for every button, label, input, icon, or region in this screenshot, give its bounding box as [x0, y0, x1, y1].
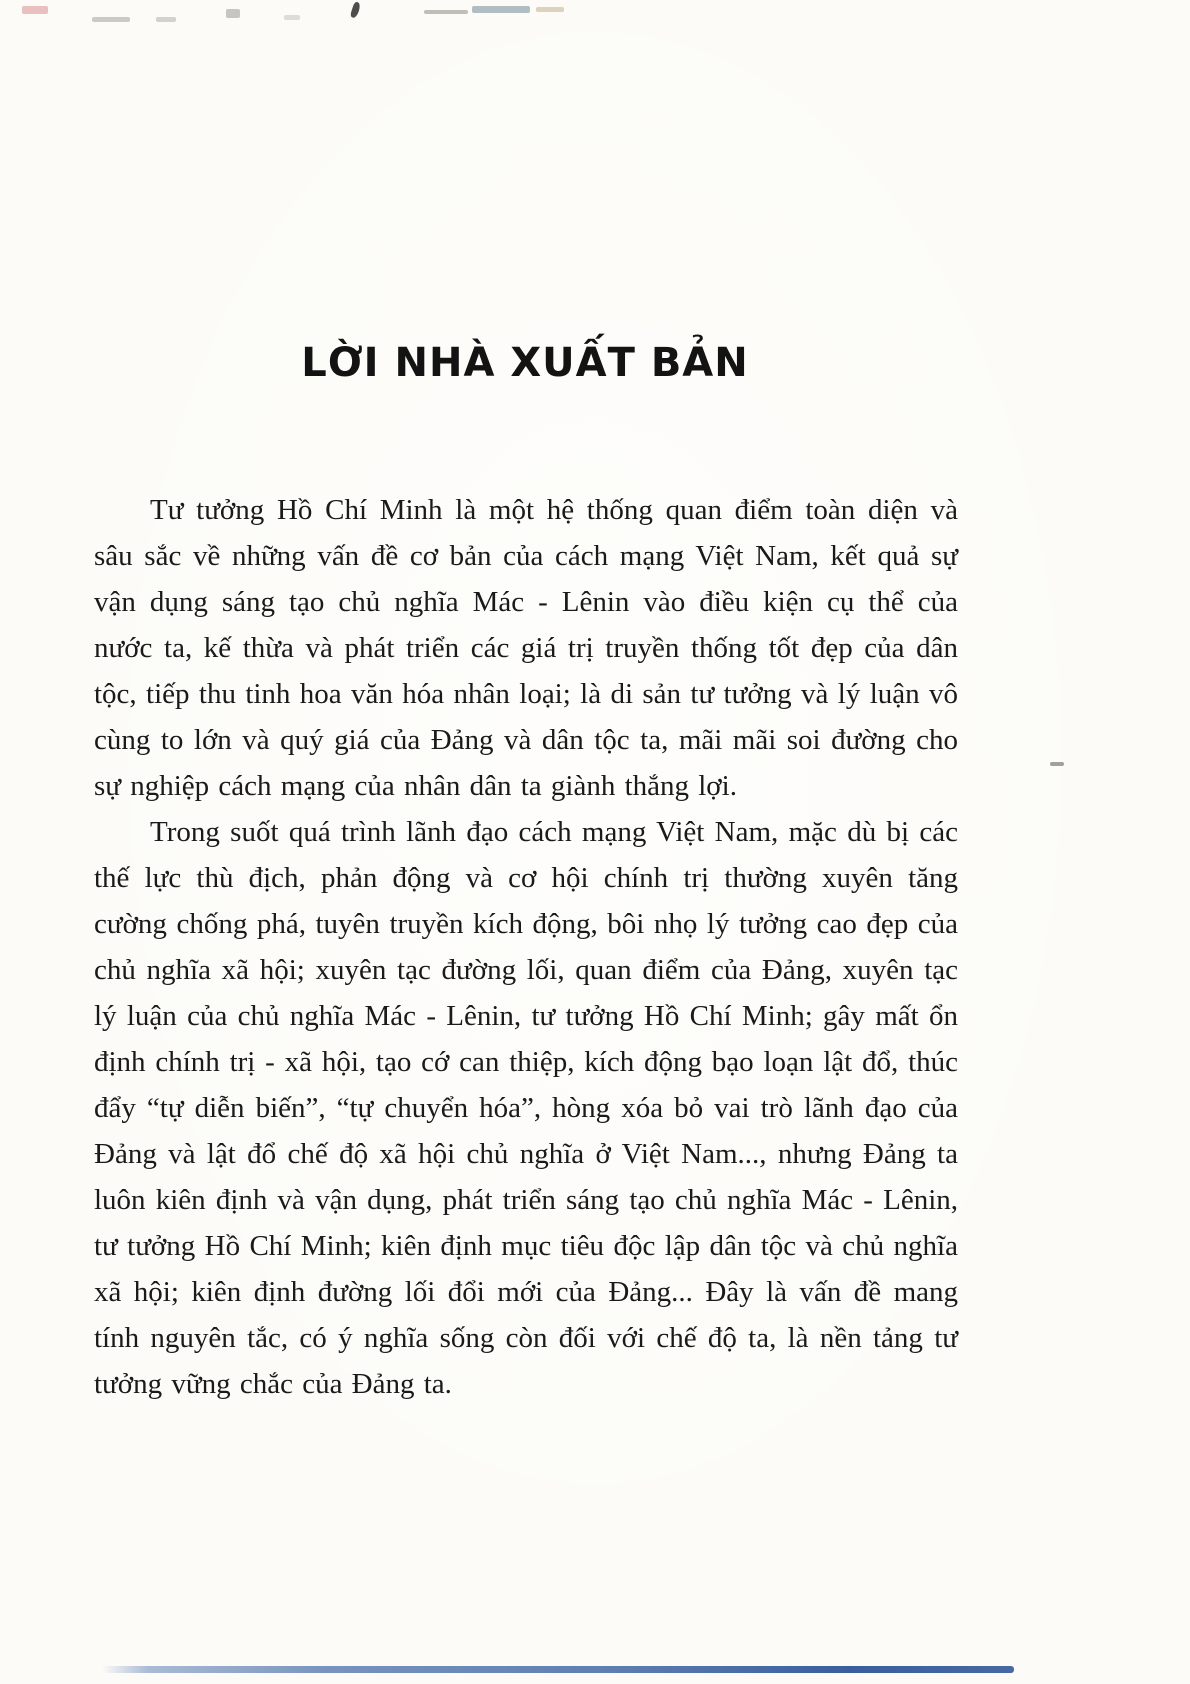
scan-artifact-pink-mark — [22, 6, 48, 14]
paragraph-1: Tư tưởng Hồ Chí Minh là một hệ thống quan điểm toàn diện và sâu sắc về những vấn đề cơ bản của cách mạng Việt Nam, kết quả sự vận dụng sáng tạo chủ nghĩa Mác - Lênin vào điều kiện cụ thể của nước ta, kế thừa và phát triển các giá trị truyền thống tốt đẹp của dân tộc, tiếp thu tinh hoa văn hóa nhân loại; là di sản tư tưởng và lý luận vô cùng to lớn và quý giá của Đảng và dân tộc ta, mãi mãi soi đường cho sự nghiệp cách mạng của nhân dân ta giành thắng lợi. — [94, 494, 958, 802]
page-title: LỜI NHÀ XUẤT BẢN — [301, 340, 749, 386]
scan-artifact-bottom-blue-line — [102, 1666, 1014, 1673]
body-text — [94, 487, 958, 1407]
scan-artifact-blue-dash — [472, 6, 530, 13]
scan-artifact-gray-dash — [284, 15, 300, 20]
scan-artifact-margin-hyphen — [1050, 762, 1064, 766]
scan-artifact-green-dash — [424, 10, 468, 14]
scan-artifact-tan-dash — [536, 7, 564, 12]
scan-artifact-gray-dash — [156, 17, 176, 22]
scan-artifact-ink-mark — [350, 1, 362, 18]
scan-artifact-gray-mark — [226, 9, 240, 18]
paragraph-2: Trong suốt quá trình lãnh đạo cách mạng Việt Nam, mặc dù bị các thế lực thù địch, phản động và cơ hội chính trị thường xuyên tăng cường chống phá, tuyên truyền kích động, bôi nhọ lý tưởng cao đẹp của chủ nghĩa xã hội; xuyên tạc đường lối, quan điểm của Đảng, xuyên tạc lý luận của chủ nghĩa Mác - Lênin, tư tưởng Hồ Chí Minh; gây mất ổn định chính trị - xã hội, tạo cớ can thiệp, kích động bạo loạn lật đổ, thúc đẩy “tự diễn biến”, “tự chuyển hóa”, hòng xóa bỏ vai trò lãnh đạo của Đảng và lật đổ chế độ xã hội chủ nghĩa ở Việt Nam..., nhưng Đảng ta luôn kiên định và vận dụng, phát triển sáng tạo chủ nghĩa Mác - Lênin, tư tưởng Hồ Chí Minh; kiên định mục tiêu độc lập dân tộc và chủ nghĩa xã hội; kiên định đường lối đổi mới của Đảng... Đây là vấn đề mang tính nguyên tắc, có ý nghĩa sống còn đối với chế độ ta, là nền tảng tư tưởng vững chắc của Đảng ta. — [94, 816, 958, 1400]
scan-artifact-gray-dash — [92, 17, 130, 22]
